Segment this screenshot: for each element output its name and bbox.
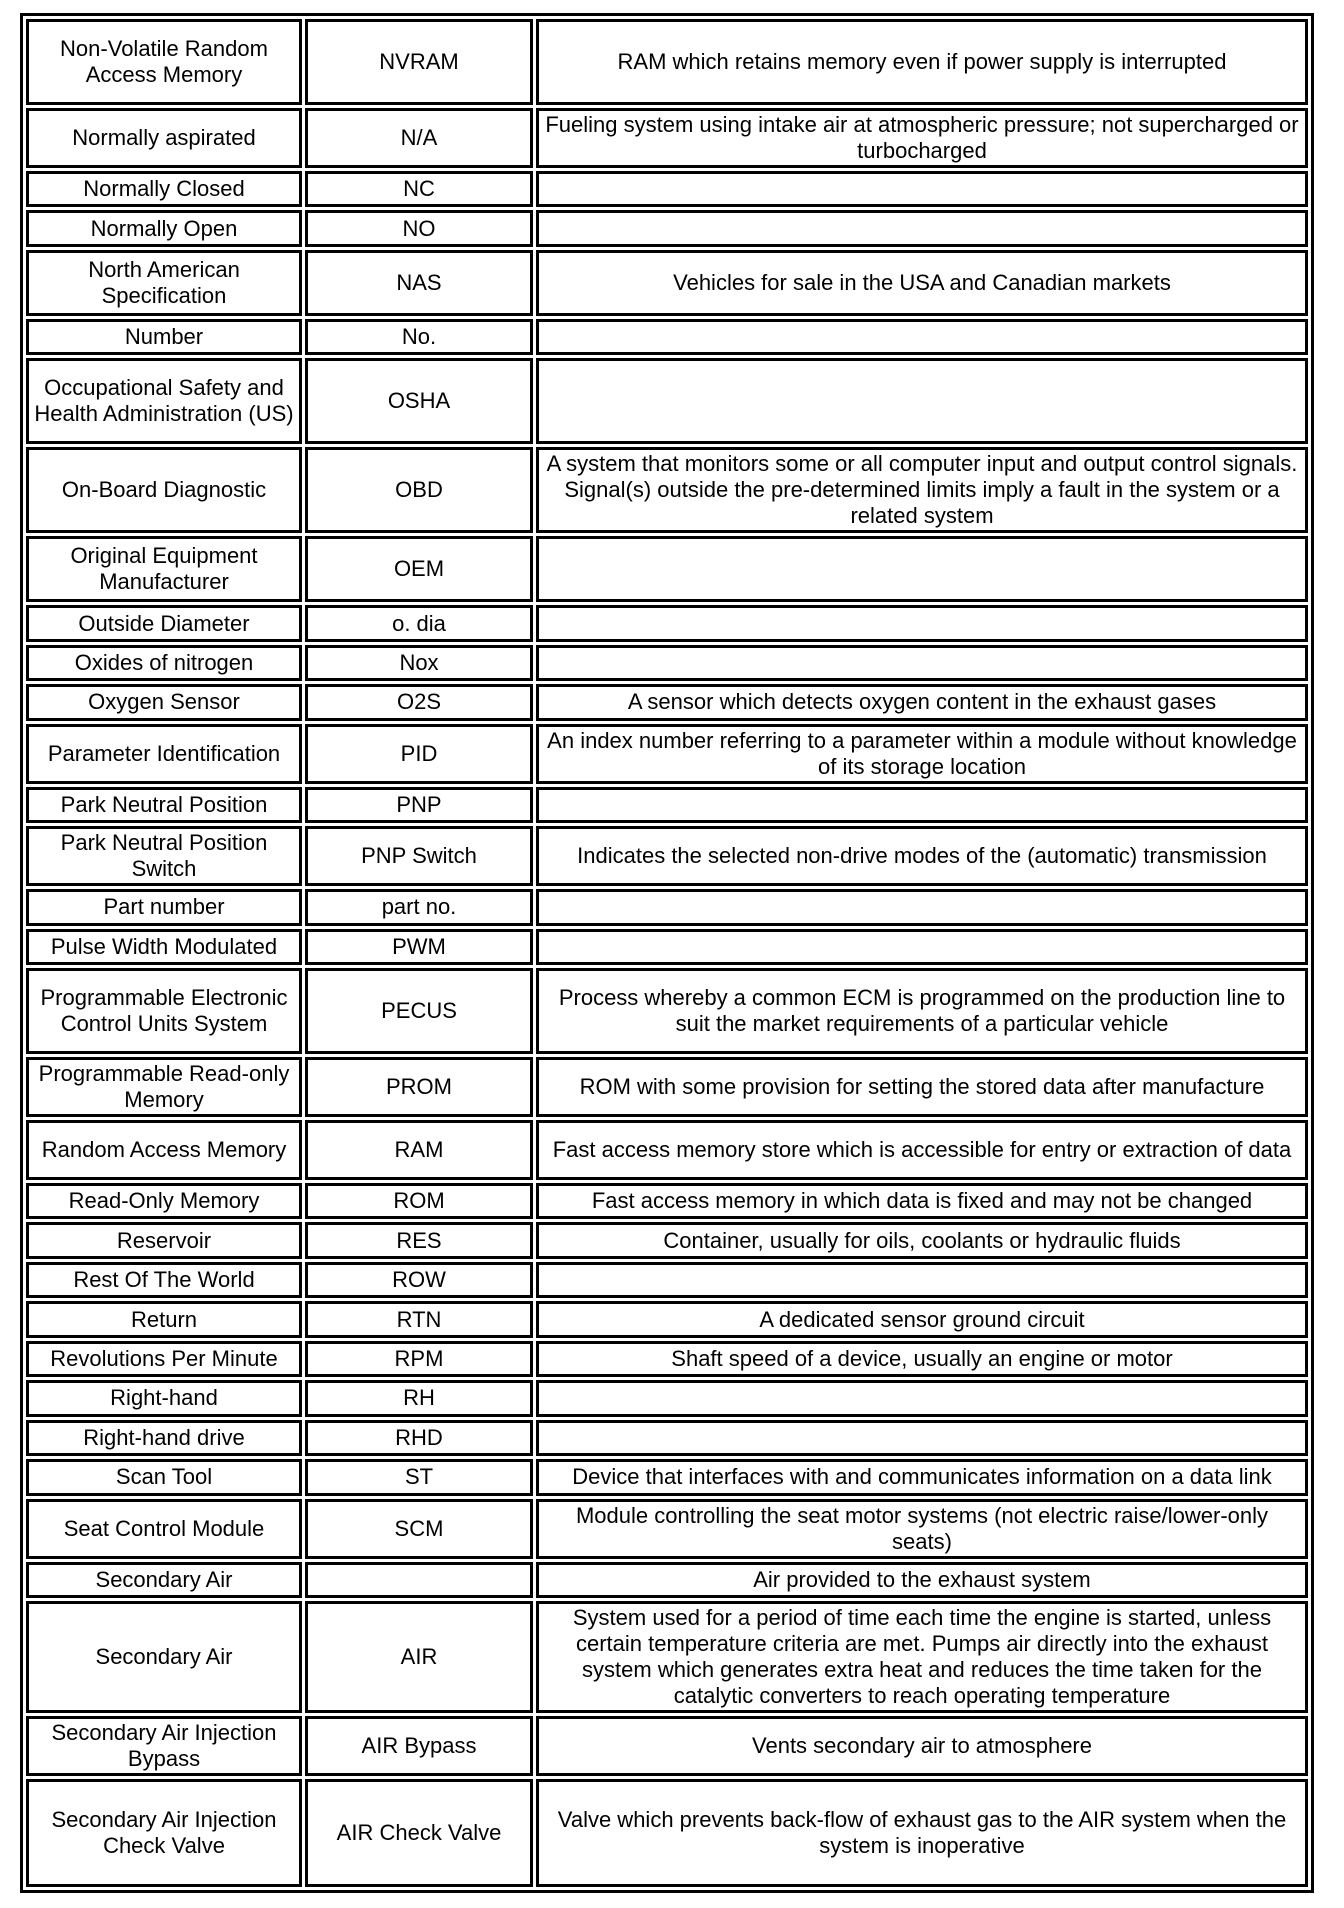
description-cell xyxy=(536,319,1308,355)
description-cell xyxy=(536,929,1308,965)
abbreviation-cell: ROM xyxy=(305,1183,533,1219)
description-cell: A sensor which detects oxygen content in the exhaust gases xyxy=(536,684,1308,720)
description-cell: Device that interfaces with and communicates information on a data link xyxy=(536,1459,1308,1495)
description-cell: Indicates the selected non-drive modes of the (automatic) transmission xyxy=(536,826,1308,886)
term-cell: Non-Volatile Random Access Memory xyxy=(26,19,302,105)
term-cell: Secondary Air xyxy=(26,1601,302,1713)
table-row xyxy=(26,1499,1308,1559)
abbreviation-cell: RH xyxy=(305,1380,533,1416)
term-cell: Read-Only Memory xyxy=(26,1183,302,1219)
term-cell: Original Equipment Manufacturer xyxy=(26,536,302,602)
description-cell xyxy=(536,1380,1308,1416)
description-cell: Shaft speed of a device, usually an engine or motor xyxy=(536,1341,1308,1377)
description-cell xyxy=(536,210,1308,246)
abbreviation-cell xyxy=(305,1562,533,1599)
description-cell: A dedicated sensor ground circuit xyxy=(536,1301,1308,1337)
term-cell: Right-hand xyxy=(26,1380,302,1416)
term-cell: Right-hand drive xyxy=(26,1420,302,1456)
description-cell: System used for a period of time each time the engine is started, unless certain temperature criteria are met. Pumps air directly into the exhaust system which generates extra heat and reduces the time taken for the catalytic converters to reach operating temperature xyxy=(536,1601,1308,1713)
term-cell: Normally aspirated xyxy=(26,108,302,168)
abbreviation-cell: OSHA xyxy=(305,358,533,444)
abbreviation-cell: RTN xyxy=(305,1301,533,1337)
term-cell: Rest Of The World xyxy=(26,1262,302,1298)
description-cell: Process whereby a common ECM is programmed on the production line to suit the market requirements of a particular vehicle xyxy=(536,968,1308,1054)
abbreviation-cell: RES xyxy=(305,1222,533,1258)
table-row xyxy=(26,1341,1308,1377)
abbreviation-cell: Nox xyxy=(305,645,533,681)
table-row xyxy=(26,358,1308,444)
description-cell: Fueling system using intake air at atmospheric pressure; not supercharged or turbocharged xyxy=(536,108,1308,168)
term-cell: Programmable Read-only Memory xyxy=(26,1057,302,1117)
table-row xyxy=(26,250,1308,316)
abbreviation-cell: PNP xyxy=(305,787,533,823)
term-cell: Pulse Width Modulated xyxy=(26,929,302,965)
abbreviation-cell: AIR Check Valve xyxy=(305,1779,533,1887)
term-cell: On-Board Diagnostic xyxy=(26,447,302,533)
description-cell: ROM with some provision for setting the stored data after manufacture xyxy=(536,1057,1308,1117)
term-cell: Secondary Air Injection Bypass xyxy=(26,1716,302,1776)
abbreviation-cell: o. dia xyxy=(305,605,533,641)
abbreviation-cell: RPM xyxy=(305,1341,533,1377)
table-row xyxy=(26,684,1308,720)
description-cell: Vehicles for sale in the USA and Canadian markets xyxy=(536,250,1308,316)
abbreviation-cell: SCM xyxy=(305,1499,533,1559)
description-cell: Module controlling the seat motor systems (not electric raise/lower-only seats) xyxy=(536,1499,1308,1559)
table-row xyxy=(26,968,1308,1054)
description-cell xyxy=(536,1262,1308,1298)
glossary-table xyxy=(23,16,1311,1890)
table-row xyxy=(26,1459,1308,1495)
table-row xyxy=(26,1262,1308,1298)
table-row xyxy=(26,1222,1308,1258)
table-row xyxy=(26,108,1308,168)
abbreviation-cell: NO xyxy=(305,210,533,246)
abbreviation-cell: PNP Switch xyxy=(305,826,533,886)
abbreviation-cell: ROW xyxy=(305,1262,533,1298)
term-cell: Park Neutral Position Switch xyxy=(26,826,302,886)
glossary-table-frame xyxy=(20,13,1314,1893)
table-row xyxy=(26,826,1308,886)
term-cell: Revolutions Per Minute xyxy=(26,1341,302,1377)
description-cell xyxy=(536,1420,1308,1456)
description-cell: Fast access memory store which is accessible for entry or extraction of data xyxy=(536,1120,1308,1180)
term-cell: Outside Diameter xyxy=(26,605,302,641)
table-row xyxy=(26,929,1308,965)
description-cell: Valve which prevents back-flow of exhaust gas to the AIR system when the system is inoperative xyxy=(536,1779,1308,1887)
abbreviation-cell: RAM xyxy=(305,1120,533,1180)
description-cell xyxy=(536,171,1308,207)
description-cell xyxy=(536,645,1308,681)
table-row xyxy=(26,319,1308,355)
table-row xyxy=(26,1301,1308,1337)
term-cell: Random Access Memory xyxy=(26,1120,302,1180)
abbreviation-cell: O2S xyxy=(305,684,533,720)
abbreviation-cell: PID xyxy=(305,724,533,784)
abbreviation-cell: AIR Bypass xyxy=(305,1716,533,1776)
table-row xyxy=(26,1057,1308,1117)
term-cell: Secondary Air xyxy=(26,1562,302,1599)
description-cell: Vents secondary air to atmosphere xyxy=(536,1716,1308,1776)
term-cell: Oxygen Sensor xyxy=(26,684,302,720)
description-cell xyxy=(536,536,1308,602)
abbreviation-cell: N/A xyxy=(305,108,533,168)
description-cell: An index number referring to a parameter within a module without knowledge of its storage location xyxy=(536,724,1308,784)
term-cell: Oxides of nitrogen xyxy=(26,645,302,681)
abbreviation-cell: NC xyxy=(305,171,533,207)
abbreviation-cell: PECUS xyxy=(305,968,533,1054)
table-row xyxy=(26,536,1308,602)
table-row xyxy=(26,1601,1308,1713)
table-row xyxy=(26,1562,1308,1599)
table-row xyxy=(26,19,1308,105)
abbreviation-cell: PROM xyxy=(305,1057,533,1117)
term-cell: Programmable Electronic Control Units System xyxy=(26,968,302,1054)
table-row xyxy=(26,1120,1308,1180)
table-row xyxy=(26,210,1308,246)
abbreviation-cell: OEM xyxy=(305,536,533,602)
term-cell: Secondary Air Injection Check Valve xyxy=(26,1779,302,1887)
term-cell: Seat Control Module xyxy=(26,1499,302,1559)
term-cell: Parameter Identification xyxy=(26,724,302,784)
description-cell: Container, usually for oils, coolants or hydraulic fluids xyxy=(536,1222,1308,1258)
table-row xyxy=(26,171,1308,207)
term-cell: North American Specification xyxy=(26,250,302,316)
abbreviation-cell: NVRAM xyxy=(305,19,533,105)
abbreviation-cell: RHD xyxy=(305,1420,533,1456)
abbreviation-cell: part no. xyxy=(305,889,533,925)
abbreviation-cell: PWM xyxy=(305,929,533,965)
description-cell: RAM which retains memory even if power supply is interrupted xyxy=(536,19,1308,105)
description-cell xyxy=(536,358,1308,444)
table-row xyxy=(26,1183,1308,1219)
table-row xyxy=(26,724,1308,784)
description-cell xyxy=(536,605,1308,641)
term-cell: Scan Tool xyxy=(26,1459,302,1495)
term-cell: Reservoir xyxy=(26,1222,302,1258)
table-row xyxy=(26,605,1308,641)
term-cell: Park Neutral Position xyxy=(26,787,302,823)
table-row xyxy=(26,645,1308,681)
description-cell: Fast access memory in which data is fixed and may not be changed xyxy=(536,1183,1308,1219)
term-cell: Number xyxy=(26,319,302,355)
table-row xyxy=(26,1716,1308,1776)
abbreviation-cell: AIR xyxy=(305,1601,533,1713)
term-cell: Occupational Safety and Health Administration (US) xyxy=(26,358,302,444)
term-cell: Part number xyxy=(26,889,302,925)
table-row xyxy=(26,447,1308,533)
table-row xyxy=(26,1779,1308,1887)
term-cell: Normally Closed xyxy=(26,171,302,207)
table-row xyxy=(26,1380,1308,1416)
description-cell xyxy=(536,889,1308,925)
abbreviation-cell: ST xyxy=(305,1459,533,1495)
description-cell: Air provided to the exhaust system xyxy=(536,1562,1308,1599)
table-row xyxy=(26,889,1308,925)
abbreviation-cell: NAS xyxy=(305,250,533,316)
description-cell: A system that monitors some or all computer input and output control signals. Signal(s) outside the pre-determined limits imply a fault in the system or a related system xyxy=(536,447,1308,533)
term-cell: Normally Open xyxy=(26,210,302,246)
table-row xyxy=(26,787,1308,823)
term-cell: Return xyxy=(26,1301,302,1337)
abbreviation-cell: No. xyxy=(305,319,533,355)
table-row xyxy=(26,1420,1308,1456)
abbreviation-cell: OBD xyxy=(305,447,533,533)
glossary-table-body xyxy=(26,19,1308,1887)
description-cell xyxy=(536,787,1308,823)
